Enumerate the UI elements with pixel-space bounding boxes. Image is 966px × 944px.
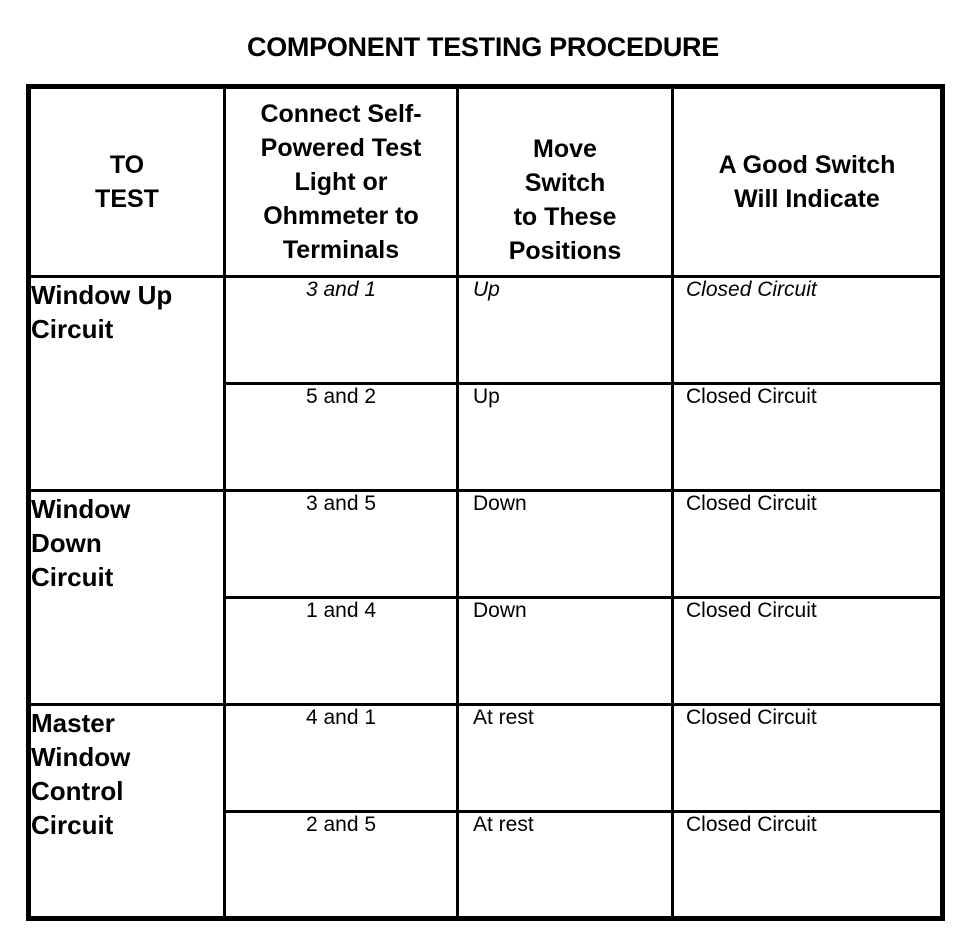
header-line: TO xyxy=(109,151,145,179)
header-line: Move xyxy=(533,135,597,163)
table-row xyxy=(29,705,943,812)
page-title: COMPONENT TESTING PROCEDURE xyxy=(247,32,719,62)
group-label-line: Circuit xyxy=(31,314,114,344)
header-line: to These xyxy=(513,203,617,231)
header-line: TEST xyxy=(95,185,159,213)
terminals-cell: 1 and 4 xyxy=(225,598,458,705)
group-label-line: Window xyxy=(31,494,131,524)
position-cell: Up xyxy=(458,384,673,491)
position-cell: Down xyxy=(458,491,673,598)
header-line: Positions xyxy=(508,237,622,265)
group-label-line: Master xyxy=(31,708,115,738)
indicate-cell: Closed Circuit xyxy=(673,812,943,919)
header-line: A Good Switch xyxy=(718,151,896,179)
indicate-cell: Closed Circuit xyxy=(673,277,943,384)
header-line: Light or xyxy=(294,168,388,196)
position-cell: At rest xyxy=(458,812,673,919)
group-label-line: Window Up xyxy=(31,280,173,310)
group-label-line: Control xyxy=(31,776,124,806)
group-label-window-up xyxy=(29,277,225,491)
group-label-window-down xyxy=(29,491,225,705)
terminals-cell: 3 and 1 xyxy=(225,277,458,384)
header-move-switch xyxy=(458,87,673,277)
table-row xyxy=(29,491,943,598)
indicate-cell: Closed Circuit xyxy=(673,384,943,491)
group-label-master-window-control xyxy=(29,705,225,919)
table-row xyxy=(29,277,943,384)
terminals-cell: 3 and 5 xyxy=(225,491,458,598)
group-label-line: Window xyxy=(31,742,131,772)
header-line: Will Indicate xyxy=(734,185,880,213)
position-cell: At rest xyxy=(458,705,673,812)
group-label-line: Circuit xyxy=(31,562,114,592)
position-cell: Up xyxy=(458,277,673,384)
terminals-cell: 2 and 5 xyxy=(225,812,458,919)
position-cell: Down xyxy=(458,598,673,705)
header-line: Switch xyxy=(524,169,606,197)
header-good-switch xyxy=(673,87,943,277)
indicate-cell: Closed Circuit xyxy=(673,598,943,705)
indicate-cell: Closed Circuit xyxy=(673,491,943,598)
header-line: Powered Test xyxy=(260,134,422,162)
header-line: Connect Self- xyxy=(260,100,422,128)
terminals-cell: 5 and 2 xyxy=(225,384,458,491)
header-connect-terminals xyxy=(225,87,458,277)
header-row xyxy=(29,87,943,277)
indicate-cell: Closed Circuit xyxy=(673,705,943,812)
header-line: Terminals xyxy=(282,236,400,264)
group-label-line: Down xyxy=(31,528,102,558)
header-line: Ohmmeter to xyxy=(263,202,419,230)
header-to-test xyxy=(29,87,225,277)
terminals-cell: 4 and 1 xyxy=(225,705,458,812)
component-testing-table xyxy=(26,84,945,921)
group-label-line: Circuit xyxy=(31,810,114,840)
